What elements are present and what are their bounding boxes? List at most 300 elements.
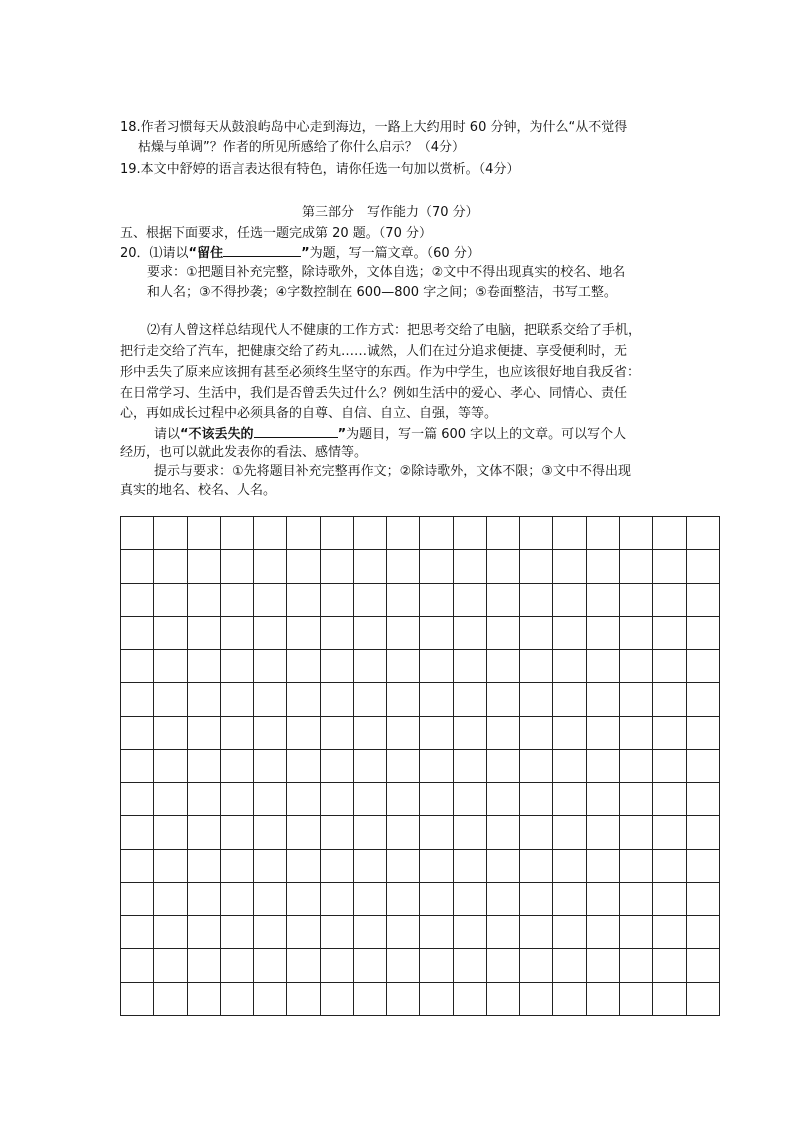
grid-cell[interactable] — [686, 650, 719, 683]
grid-cell[interactable] — [686, 882, 719, 915]
grid-cell[interactable] — [686, 849, 719, 882]
grid-cell[interactable] — [220, 550, 253, 583]
grid-cell[interactable] — [619, 517, 652, 550]
grid-cell[interactable] — [553, 616, 586, 649]
grid-cell[interactable] — [553, 683, 586, 716]
grid-cell[interactable] — [187, 949, 220, 982]
grid-cell[interactable] — [220, 882, 253, 915]
grid-cell[interactable] — [420, 949, 453, 982]
grid-cell[interactable] — [220, 849, 253, 882]
grid-cell[interactable] — [553, 849, 586, 882]
grid-cell[interactable] — [254, 783, 287, 816]
grid-cell[interactable] — [121, 749, 154, 782]
grid-cell[interactable] — [453, 716, 486, 749]
grid-cell[interactable] — [686, 583, 719, 616]
grid-cell[interactable] — [121, 716, 154, 749]
grid-cell[interactable] — [520, 949, 553, 982]
grid-cell[interactable] — [187, 650, 220, 683]
grid-cell[interactable] — [619, 616, 652, 649]
grid-cell[interactable] — [686, 517, 719, 550]
grid-cell[interactable] — [420, 749, 453, 782]
grid-cell[interactable] — [121, 616, 154, 649]
grid-row — [121, 650, 720, 683]
grid-cell[interactable] — [520, 517, 553, 550]
grid-cell[interactable] — [220, 517, 253, 550]
grid-cell[interactable] — [453, 849, 486, 882]
grid-cell[interactable] — [653, 517, 686, 550]
grid-cell[interactable] — [154, 982, 187, 1015]
grid-cell[interactable] — [387, 916, 420, 949]
grid-cell[interactable] — [420, 583, 453, 616]
grid-cell[interactable] — [586, 583, 619, 616]
grid-cell[interactable] — [320, 816, 353, 849]
grid-cell[interactable] — [320, 550, 353, 583]
grid-cell[interactable] — [387, 683, 420, 716]
grid-cell[interactable] — [586, 716, 619, 749]
grid-cell[interactable] — [353, 616, 386, 649]
grid-cell[interactable] — [353, 749, 386, 782]
prompt-2-instruction-line-2: 经历，也可以就此发表你的看法、感情等。 — [120, 445, 368, 460]
grid-cell[interactable] — [586, 982, 619, 1015]
grid-cell[interactable] — [387, 982, 420, 1015]
grid-cell[interactable] — [320, 583, 353, 616]
grid-cell[interactable] — [586, 550, 619, 583]
grid-row — [121, 949, 720, 982]
grid-cell[interactable] — [520, 982, 553, 1015]
grid-cell[interactable] — [486, 916, 519, 949]
grid-cell[interactable] — [653, 749, 686, 782]
grid-cell[interactable] — [254, 982, 287, 1015]
grid-cell[interactable] — [520, 849, 553, 882]
grid-cell[interactable] — [353, 849, 386, 882]
grid-cell[interactable] — [121, 550, 154, 583]
grid-cell[interactable] — [187, 550, 220, 583]
grid-cell[interactable] — [686, 783, 719, 816]
grid-cell[interactable] — [254, 949, 287, 982]
grid-cell[interactable] — [320, 849, 353, 882]
grid-cell[interactable] — [187, 583, 220, 616]
grid-cell[interactable] — [453, 749, 486, 782]
grid-cell[interactable] — [387, 583, 420, 616]
grid-cell[interactable] — [154, 783, 187, 816]
prompt-2-line-3: 形中丢失了原来应该拥有甚至必须终生坚守的东西。作为中学生，也应该很好地自我反省： — [120, 365, 641, 380]
grid-cell[interactable] — [353, 816, 386, 849]
grid-cell[interactable] — [254, 882, 287, 915]
grid-cell[interactable] — [121, 982, 154, 1015]
grid-cell[interactable] — [387, 816, 420, 849]
grid-cell[interactable] — [353, 550, 386, 583]
grid-cell[interactable] — [553, 583, 586, 616]
grid-cell[interactable] — [486, 583, 519, 616]
grid-row — [121, 716, 720, 749]
grid-cell[interactable] — [187, 616, 220, 649]
grid-cell[interactable] — [254, 683, 287, 716]
grid-cell[interactable] — [553, 517, 586, 550]
grid-cell[interactable] — [121, 949, 154, 982]
grid-cell[interactable] — [586, 882, 619, 915]
grid-cell[interactable] — [353, 783, 386, 816]
grid-cell[interactable] — [619, 683, 652, 716]
grid-cell[interactable] — [686, 550, 719, 583]
grid-cell[interactable] — [686, 749, 719, 782]
grid-cell[interactable] — [320, 949, 353, 982]
grid-cell[interactable] — [121, 783, 154, 816]
grid-cell[interactable] — [121, 650, 154, 683]
grid-cell[interactable] — [420, 882, 453, 915]
grid-cell[interactable] — [353, 916, 386, 949]
prompt-2-title-start: “不该丢失的 — [180, 427, 254, 442]
grid-cell[interactable] — [619, 749, 652, 782]
grid-cell[interactable] — [619, 650, 652, 683]
grid-cell[interactable] — [486, 982, 519, 1015]
grid-cell[interactable] — [586, 783, 619, 816]
grid-cell[interactable] — [553, 949, 586, 982]
grid-cell[interactable] — [486, 716, 519, 749]
grid-cell[interactable] — [586, 949, 619, 982]
grid-cell[interactable] — [287, 783, 320, 816]
grid-cell[interactable] — [686, 982, 719, 1015]
grid-cell[interactable] — [653, 816, 686, 849]
grid-cell[interactable] — [653, 982, 686, 1015]
grid-cell[interactable] — [420, 616, 453, 649]
grid-cell[interactable] — [287, 616, 320, 649]
grid-cell[interactable] — [653, 583, 686, 616]
grid-cell[interactable] — [387, 550, 420, 583]
grid-cell[interactable] — [220, 650, 253, 683]
grid-cell[interactable] — [486, 749, 519, 782]
grid-cell[interactable] — [254, 749, 287, 782]
grid-cell[interactable] — [653, 783, 686, 816]
section-five-instruction: 五、根据下面要求，任选一题完成第 20 题。（70 分） — [120, 226, 432, 241]
grid-cell[interactable] — [320, 716, 353, 749]
grid-cell[interactable] — [520, 550, 553, 583]
grid-cell[interactable] — [653, 949, 686, 982]
grid-cell[interactable] — [387, 749, 420, 782]
grid-cell[interactable] — [121, 683, 154, 716]
grid-cell[interactable] — [619, 816, 652, 849]
grid-cell[interactable] — [287, 749, 320, 782]
grid-cell[interactable] — [453, 982, 486, 1015]
grid-cell[interactable] — [453, 816, 486, 849]
grid-cell[interactable] — [619, 882, 652, 915]
grid-cell[interactable] — [619, 849, 652, 882]
grid-cell[interactable] — [187, 749, 220, 782]
grid-cell[interactable] — [686, 683, 719, 716]
grid-row — [121, 982, 720, 1015]
grid-cell[interactable] — [420, 517, 453, 550]
title-blank-1[interactable] — [223, 242, 301, 257]
prompt-2-line-2: 把行走交给了汽车，把健康交给了药丸……诚然，人们在过分追求便捷、享受便利时，无 — [120, 344, 628, 359]
grid-cell[interactable] — [686, 616, 719, 649]
grid-cell[interactable] — [520, 916, 553, 949]
grid-cell[interactable] — [287, 550, 320, 583]
grid-cell[interactable] — [653, 650, 686, 683]
grid-cell[interactable] — [453, 882, 486, 915]
grid-cell[interactable] — [553, 882, 586, 915]
grid-row — [121, 916, 720, 949]
grid-cell[interactable] — [520, 650, 553, 683]
grid-cell[interactable] — [154, 550, 187, 583]
grid-cell[interactable] — [486, 783, 519, 816]
grid-cell[interactable] — [653, 616, 686, 649]
grid-cell[interactable] — [453, 583, 486, 616]
grid-cell[interactable] — [420, 982, 453, 1015]
grid-cell[interactable] — [154, 749, 187, 782]
grid-cell[interactable] — [653, 849, 686, 882]
grid-cell[interactable] — [154, 616, 187, 649]
grid-cell[interactable] — [121, 583, 154, 616]
grid-cell[interactable] — [586, 517, 619, 550]
grid-cell[interactable] — [486, 650, 519, 683]
grid-cell[interactable] — [387, 716, 420, 749]
grid-cell[interactable] — [420, 816, 453, 849]
grid-cell[interactable] — [254, 816, 287, 849]
grid-cell[interactable] — [254, 650, 287, 683]
grid-cell[interactable] — [187, 716, 220, 749]
grid-cell[interactable] — [154, 816, 187, 849]
grid-cell[interactable] — [154, 650, 187, 683]
grid-cell[interactable] — [653, 550, 686, 583]
grid-cell[interactable] — [619, 583, 652, 616]
grid-cell[interactable] — [553, 650, 586, 683]
grid-cell[interactable] — [154, 683, 187, 716]
grid-cell[interactable] — [220, 982, 253, 1015]
grid-cell[interactable] — [320, 616, 353, 649]
grid-cell[interactable] — [619, 949, 652, 982]
grid-cell[interactable] — [586, 916, 619, 949]
prompt-2-tips-line-1: 提示与要求：①先将题目补充完整再作文；②除诗歌外，文体不限；③文中不得出现 — [154, 464, 631, 479]
grid-cell[interactable] — [254, 616, 287, 649]
grid-cell[interactable] — [121, 849, 154, 882]
grid-cell[interactable] — [187, 517, 220, 550]
grid-cell[interactable] — [387, 949, 420, 982]
title-blank-2[interactable] — [254, 423, 338, 438]
grid-row — [121, 583, 720, 616]
grid-cell[interactable] — [387, 517, 420, 550]
grid-cell[interactable] — [220, 916, 253, 949]
prompt-2-tips-line-2: 真实的地名、校名、人名。 — [120, 483, 277, 498]
grid-cell[interactable] — [520, 749, 553, 782]
grid-cell[interactable] — [353, 683, 386, 716]
grid-cell[interactable] — [353, 650, 386, 683]
grid-row — [121, 882, 720, 915]
grid-cell[interactable] — [320, 517, 353, 550]
grid-cell[interactable] — [553, 783, 586, 816]
grid-cell[interactable] — [287, 517, 320, 550]
grid-cell[interactable] — [686, 916, 719, 949]
grid-cell[interactable] — [453, 949, 486, 982]
grid-cell[interactable] — [353, 949, 386, 982]
grid-cell[interactable] — [586, 749, 619, 782]
grid-cell[interactable] — [187, 683, 220, 716]
grid-cell[interactable] — [387, 650, 420, 683]
grid-cell[interactable] — [453, 616, 486, 649]
grid-cell[interactable] — [420, 716, 453, 749]
grid-cell[interactable] — [154, 716, 187, 749]
grid-cell[interactable] — [320, 783, 353, 816]
grid-cell[interactable] — [520, 882, 553, 915]
grid-cell[interactable] — [121, 916, 154, 949]
grid-cell[interactable] — [453, 650, 486, 683]
grid-row — [121, 749, 720, 782]
writing-grid[interactable] — [120, 516, 720, 1016]
prompt-2-line-5: 心，再如成长过程中必须具备的自尊、自信、自立、自强，等等。 — [120, 406, 498, 421]
grid-cell[interactable] — [553, 916, 586, 949]
grid-cell[interactable] — [486, 849, 519, 882]
grid-cell[interactable] — [287, 882, 320, 915]
grid-cell[interactable] — [453, 517, 486, 550]
grid-cell[interactable] — [287, 683, 320, 716]
grid-cell[interactable] — [387, 849, 420, 882]
grid-cell[interactable] — [420, 650, 453, 683]
grid-cell[interactable] — [520, 716, 553, 749]
grid-cell[interactable] — [154, 949, 187, 982]
grid-cell[interactable] — [187, 982, 220, 1015]
prompt-2-instruction — [154, 423, 626, 445]
grid-cell[interactable] — [220, 583, 253, 616]
grid-cell[interactable] — [154, 583, 187, 616]
grid-cell[interactable] — [453, 783, 486, 816]
grid-row — [121, 517, 720, 550]
grid-cell[interactable] — [187, 849, 220, 882]
grid-cell[interactable] — [586, 683, 619, 716]
grid-cell[interactable] — [486, 683, 519, 716]
grid-cell[interactable] — [287, 583, 320, 616]
grid-cell[interactable] — [420, 916, 453, 949]
grid-cell[interactable] — [320, 650, 353, 683]
grid-cell[interactable] — [420, 783, 453, 816]
grid-cell[interactable] — [121, 816, 154, 849]
part-three-title: 第三部分 写作能力（70 分） — [302, 205, 479, 220]
grid-cell[interactable] — [553, 550, 586, 583]
grid-cell[interactable] — [353, 583, 386, 616]
grid-cell[interactable] — [220, 683, 253, 716]
grid-cell[interactable] — [387, 882, 420, 915]
grid-cell[interactable] — [686, 949, 719, 982]
grid-cell[interactable] — [287, 982, 320, 1015]
grid-cell[interactable] — [486, 616, 519, 649]
grid-cell[interactable] — [486, 949, 519, 982]
grid-cell[interactable] — [619, 783, 652, 816]
grid-cell[interactable] — [154, 849, 187, 882]
grid-cell[interactable] — [586, 616, 619, 649]
prompt-1-title-end: ” — [301, 246, 310, 261]
grid-cell[interactable] — [553, 716, 586, 749]
grid-cell[interactable] — [520, 683, 553, 716]
grid-cell[interactable] — [353, 982, 386, 1015]
grid-cell[interactable] — [619, 982, 652, 1015]
grid-cell[interactable] — [453, 683, 486, 716]
grid-cell[interactable] — [220, 783, 253, 816]
grid-cell[interactable] — [353, 882, 386, 915]
grid-cell[interactable] — [287, 716, 320, 749]
grid-cell[interactable] — [686, 716, 719, 749]
grid-row — [121, 683, 720, 716]
grid-cell[interactable] — [254, 916, 287, 949]
grid-cell[interactable] — [520, 616, 553, 649]
grid-cell[interactable] — [486, 550, 519, 583]
grid-cell[interactable] — [254, 716, 287, 749]
grid-cell[interactable] — [420, 550, 453, 583]
grid-cell[interactable] — [220, 749, 253, 782]
grid-cell[interactable] — [486, 816, 519, 849]
grid-cell[interactable] — [187, 816, 220, 849]
grid-cell[interactable] — [420, 849, 453, 882]
grid-cell[interactable] — [686, 816, 719, 849]
grid-cell[interactable] — [320, 882, 353, 915]
grid-cell[interactable] — [220, 816, 253, 849]
grid-cell[interactable] — [486, 882, 519, 915]
grid-cell[interactable] — [187, 882, 220, 915]
grid-cell[interactable] — [220, 716, 253, 749]
grid-cell[interactable] — [320, 982, 353, 1015]
prompt-2-line-4: 在日常学习、生活中，我们是否曾丢失过什么？例如生活中的爱心、孝心、同情心、责任 — [120, 386, 628, 401]
grid-cell[interactable] — [121, 517, 154, 550]
grid-cell[interactable] — [220, 616, 253, 649]
grid-cell[interactable] — [586, 849, 619, 882]
grid-cell[interactable] — [287, 949, 320, 982]
question-20-prompt-1 — [120, 242, 480, 264]
grid-cell[interactable] — [553, 816, 586, 849]
grid-cell[interactable] — [653, 683, 686, 716]
grid-cell[interactable] — [287, 816, 320, 849]
grid-cell[interactable] — [154, 517, 187, 550]
grid-cell[interactable] — [420, 683, 453, 716]
grid-cell[interactable] — [287, 650, 320, 683]
grid-cell[interactable] — [520, 783, 553, 816]
grid-cell[interactable] — [320, 916, 353, 949]
grid-cell[interactable] — [187, 783, 220, 816]
grid-cell[interactable] — [619, 916, 652, 949]
grid-cell[interactable] — [320, 749, 353, 782]
grid-cell[interactable] — [520, 583, 553, 616]
grid-cell[interactable] — [254, 849, 287, 882]
prompt-1-suffix: 为题，写一篇文章。（60 分） — [309, 246, 480, 261]
grid-cell[interactable] — [619, 716, 652, 749]
grid-cell[interactable] — [187, 916, 220, 949]
grid-cell[interactable] — [353, 517, 386, 550]
grid-cell[interactable] — [254, 583, 287, 616]
grid-cell[interactable] — [154, 882, 187, 915]
grid-cell[interactable] — [553, 749, 586, 782]
grid-cell[interactable] — [387, 783, 420, 816]
grid-cell[interactable] — [653, 916, 686, 949]
grid-cell[interactable] — [453, 550, 486, 583]
grid-cell[interactable] — [254, 517, 287, 550]
grid-cell[interactable] — [486, 517, 519, 550]
grid-cell[interactable] — [653, 716, 686, 749]
grid-cell[interactable] — [254, 550, 287, 583]
grid-cell[interactable] — [121, 882, 154, 915]
grid-cell[interactable] — [586, 816, 619, 849]
grid-cell[interactable] — [653, 882, 686, 915]
grid-cell[interactable] — [586, 650, 619, 683]
grid-row — [121, 550, 720, 583]
grid-cell[interactable] — [553, 982, 586, 1015]
grid-cell[interactable] — [287, 849, 320, 882]
grid-cell[interactable] — [154, 916, 187, 949]
grid-cell[interactable] — [287, 916, 320, 949]
grid-cell[interactable] — [220, 949, 253, 982]
grid-cell[interactable] — [619, 550, 652, 583]
grid-cell[interactable] — [387, 616, 420, 649]
prompt-2-prefix: 请以 — [154, 427, 181, 442]
grid-cell[interactable] — [320, 683, 353, 716]
grid-row — [121, 783, 720, 816]
grid-cell[interactable] — [353, 716, 386, 749]
grid-cell[interactable] — [520, 816, 553, 849]
grid-cell[interactable] — [453, 916, 486, 949]
